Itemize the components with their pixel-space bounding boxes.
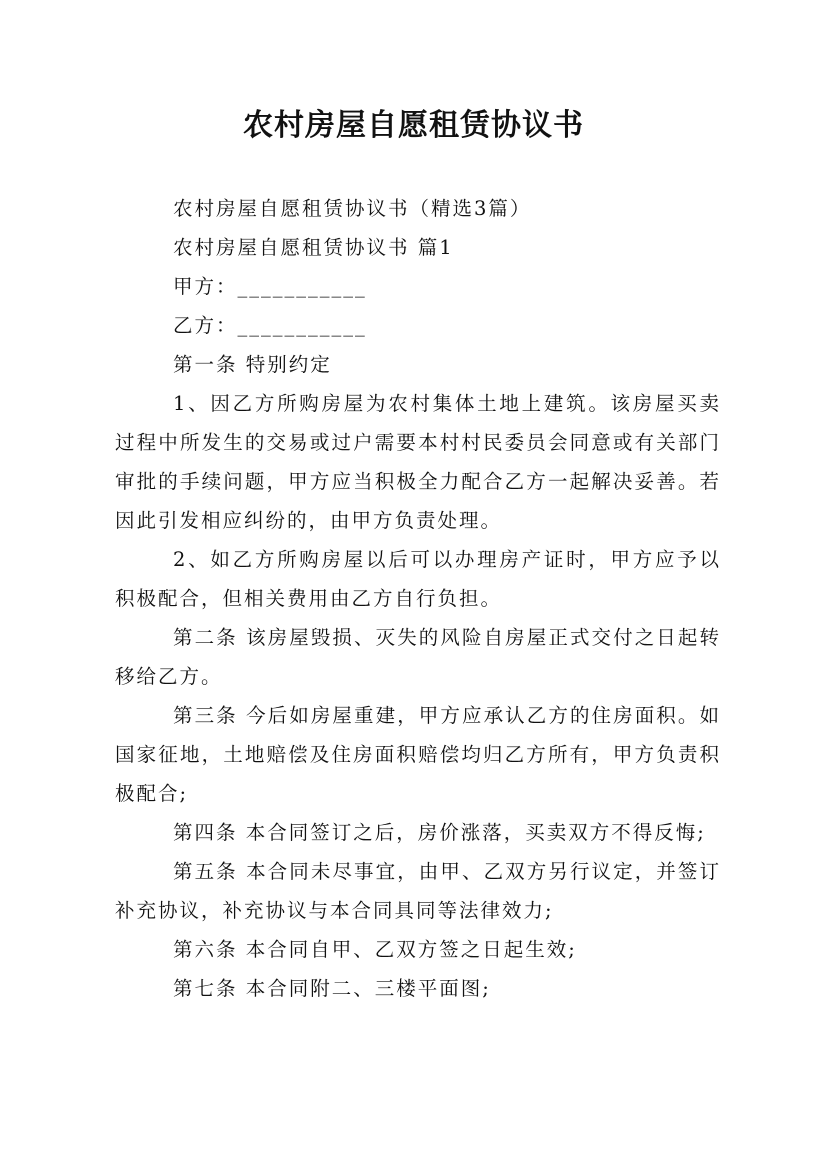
paragraph-article-4: 第四条 本合同签订之后，房价涨落，买卖双方不得反悔; [173,821,706,844]
paragraph-article-6: 第六条 本合同自甲、乙双方签之日起生效; [173,938,577,961]
paragraph-article-5: 第五条 本合同未尽事宜，由甲、乙双方另行议定，并签订补充协议，补充协议与本合同具同等法律效力; [115,860,721,922]
document-body [115,189,721,1008]
paragraph-party-b: 乙方：___________ [173,314,367,337]
paragraph-article-3: 第三条 今后如房屋重建，甲方应承认乙方的住房面积。如国家征地，土地赔偿及住房面积赔偿均归乙方所有，甲方负责积极配合; [115,704,721,805]
paragraph-clause-1: 1、因乙方所购房屋为农村集体土地上建筑。该房屋买卖过程中所发生的交易或过户需要本村村民委员会同意或有关部门审批的手续问题，甲方应当积极全力配合乙方一起解决妥善。若因此引发相应纠纷的，由甲方负责处理。 [115,392,721,532]
paragraph-section-heading: 农村房屋自愿租赁协议书 篇1 [173,236,454,259]
paragraph-article-2: 第二条 该房屋毁损、灭失的风险自房屋正式交付之日起转移给乙方。 [115,626,721,688]
paragraph-article-7: 第七条 本合同附二、三楼平面图; [173,977,491,1000]
paragraph-article-1-heading: 第一条 特别约定 [173,353,332,376]
paragraph-subtitle: 农村房屋自愿租赁协议书（精选3篇） [173,197,532,220]
paragraph-party-a: 甲方：___________ [173,275,367,298]
paragraph-clause-2: 2、如乙方所购房屋以后可以办理房产证时，甲方应予以积极配合，但相关费用由乙方自行负担。 [115,548,721,610]
document-title: 农村房屋自愿租赁协议书 [243,108,584,143]
